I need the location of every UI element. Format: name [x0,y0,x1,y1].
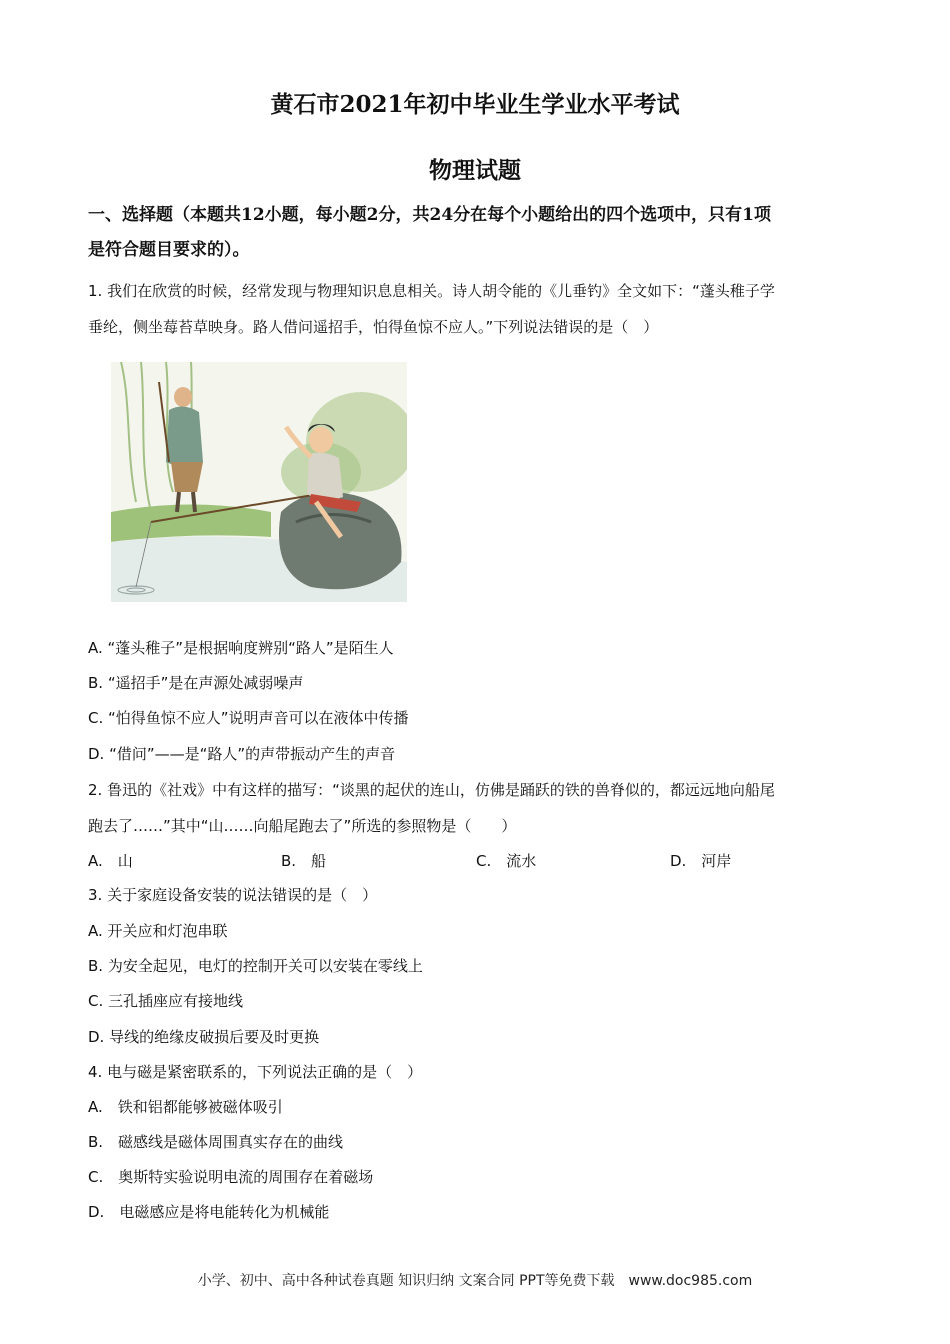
q4-option-c: C. 奥斯特实验说明电流的周围存在着磁场 [88,1168,374,1186]
q2-options-row [88,850,868,870]
q1-option-a: A. “蓬头稚子”是根据响度辨别“路人”是陌生人 [88,639,394,657]
q1-stem-line1: 1. 我们在欣赏的时候，经常发现与物理知识息息相关。诗人胡令能的《儿垂钓》全文如下：“蓬头稚子学 [88,282,775,300]
q1-stem-line2: 垂纶，侧坐莓苔草映身。路人借问遥招手，怕得鱼惊不应人。”下列说法错误的是（ ） [88,318,659,336]
q3-option-a: A. 开关应和灯泡串联 [88,922,228,940]
section-heading-line1: 一、选择题（本题共12小题，每小题2分，共24分在每个小题给出的四个选项中，只有1项 [88,205,771,225]
q1-option-c: C. “怕得鱼惊不应人”说明声音可以在液体中传播 [88,709,409,727]
q3-option-b: B. 为安全起见，电灯的控制开关可以安装在零线上 [88,957,423,975]
q2-option-b: B. 船 [281,852,327,870]
exam-title: 黄石市2021年初中毕业生学业水平考试 [270,91,680,118]
q4-option-a: A. 铁和铝都能够被磁体吸引 [88,1098,283,1116]
q4-stem: 4. 电与磁是紧密联系的，下列说法正确的是（ ） [88,1063,423,1081]
q2-option-a: A. 山 [88,852,133,870]
section-heading-line2: 是符合题目要求的）。 [88,240,250,260]
fishing-illustration [111,362,407,602]
q3-option-c: C. 三孔插座应有接地线 [88,992,244,1010]
q2-option-c: C. 流水 [476,852,537,870]
q3-option-d: D. 导线的绝缘皮破损后要及时更换 [88,1028,320,1046]
q1-option-d: D. “借问”——是“路人”的声带振动产生的声音 [88,745,396,763]
q4-option-d: D. 电磁感应是将电能转化为机械能 [88,1203,330,1221]
q2-stem-line1: 2. 鲁迅的《社戏》中有这样的描写：“谈黑的起伏的连山，仿佛是踊跃的铁的兽脊似的，都远远地向船尾 [88,781,775,799]
exam-subtitle: 物理试题 [429,157,521,184]
q2-stem-line2: 跑去了……”其中“山……向船尾跑去了”所选的参照物是（ ） [88,817,517,835]
q3-stem: 3. 关于家庭设备安装的说法错误的是（ ） [88,886,378,904]
q2-option-d: D. 河岸 [670,852,732,870]
q1-option-b: B. “遥招手”是在声源处减弱噪声 [88,674,304,692]
q4-option-b: B. 磁感线是磁体周围真实存在的曲线 [88,1133,344,1151]
page-footer: 小学、初中、高中各种试卷真题 知识归纳 文案合同 PPT等免费下载 www.doc985.com [197,1273,753,1289]
